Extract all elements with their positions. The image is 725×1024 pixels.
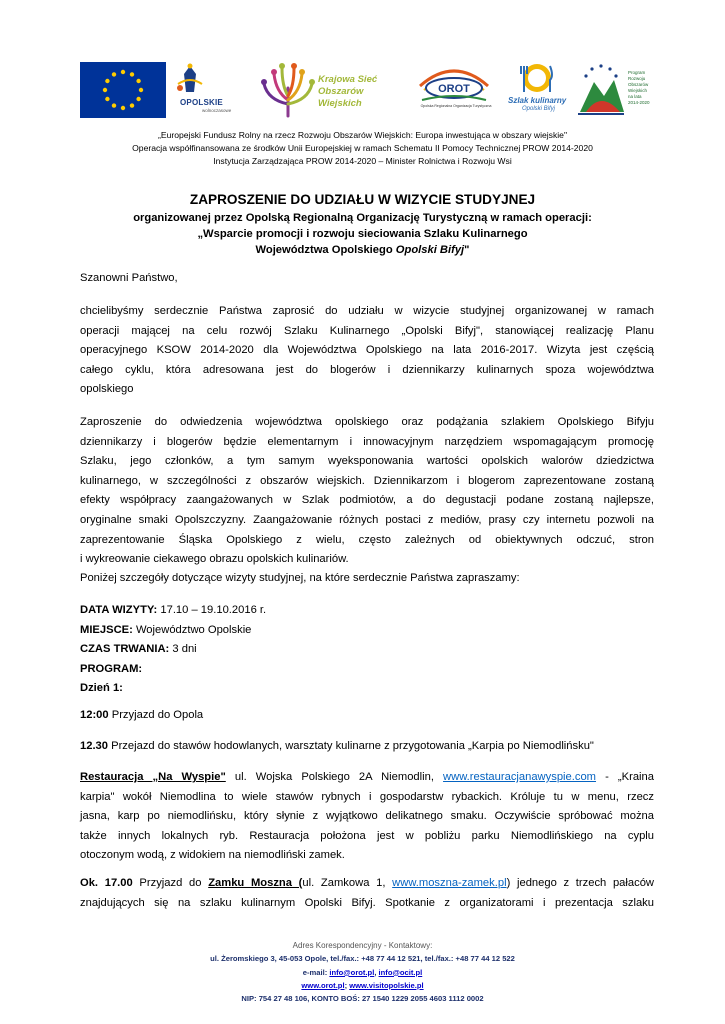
orot-caption: Opolska Regionalna Organizacja Turystyczna — [420, 104, 492, 108]
opolskie-logo — [170, 62, 240, 118]
footer-email-orot-link[interactable]: info@orot.pl — [329, 967, 375, 977]
moszna-castle-name: Zamku Moszna ( — [208, 877, 303, 889]
detail-place: MIEJSCE: Województwo Opolskie — [80, 623, 252, 636]
szlak-name: Szlak kulinarny — [508, 96, 567, 105]
paragraph-2: Zaproszenie do odwiedzenia województwa opolskiego oraz podążania szlakiem Opolskiego Bifyju dziennikarzy i blogerów będzie elementarnym i innowacyjnym narzędziem wspomagającym promocję Szlaku, jego członków, a tym samym wyeksponowania wartości opolskich walorów dziedzictwa kulinarnego, w szczególności z obszarów wiejskich. Dziennikarzom i blogerom zaprezentowane zostaną efekty współpracy zaangażowanych w Szlak podmiotów, a do degustacji podane zostaną najlepsze, oryginalne smaki Opolszczyzny. Zaangażowanie różnych postaci z mediów, prasy czy internetu pozwoli na zaprezentowanie Śląska Opolskiego z wielu, często zależnych od obiektywnych odczuć, stron i wykreowanie ciekawego obrazu opolskich kulinariów. — [80, 416, 654, 566]
footer-emails: e-mail: info@orot.pl, info@ocit.pl — [302, 967, 423, 977]
restaurant-name: Restauracja „Na Wyspie" — [80, 771, 226, 783]
restaurant-website-link[interactable]: www.restauracjanawyspie.com — [443, 771, 597, 783]
footer-websites: www.orot.pl; www.visitopolskie.pl — [301, 980, 424, 990]
paragraph-1: chcielibyśmy serdecznie Państwa zaprosić do udziału w wizycie studyjnej organizowanej w ramach operacji mającej na celu rozwój Szlaku Kulinarnego „Opolski Bifyj", stanowiącej realizację Planu operacyjnego KSOW 2014-2020 dla Województwa Opolskiego na lata 2016-2017. Wizyta jest częścią całego cyklu, która adresowana jest do blogerów i dziennikarzy kulinarnych spoza województwa opolskiego — [80, 305, 654, 396]
schedule-item-1: 12:00 Przyjazd do Opola — [80, 709, 204, 721]
footer-ids: NIP: 754 27 48 106, KONTO BOŚ: 27 1540 1229 2055 4603 1112 0002 — [241, 994, 484, 1004]
footer-web-visitopolskie-link[interactable]: www.visitopolskie.pl — [349, 980, 424, 990]
schedule-item-2: 12.30 Przejazd do stawów hodowlanych, warsztaty kulinarne z przygotowania „Karpia po Niemodlińsku" — [80, 740, 594, 752]
greeting: Szanowni Państwo, — [80, 272, 178, 284]
eu-flag-logo — [80, 62, 166, 118]
funding-line-1: „Europejski Fundusz Rolny na rzecz Rozwoju Obszarów Wiejskich: Europa inwestująca w obszary wiejskie" — [157, 130, 568, 140]
detail-duration: CZAS TRWANIA: 3 dni — [80, 643, 197, 656]
footer-web-orot-link[interactable]: www.orot.pl — [301, 980, 345, 990]
restaurant-description: Restauracja „Na Wyspie" ul. Wojska Polskiego 2A Niemodlin, www.restauracjanawyspie.com - „Kraina karpia" wokół Niemodlina to wiele stawów rybnych i gospodarstw rybackich. Króluje tu w menu, rzecz jasna, karp po niemodlińsku, który słynie z wyjątkowo delikatnego smaku. Oczywiście spróbować można także innych lokalnych ryb. Restauracja położona jest w pobliżu parku Niemodlińskiego na cyplu otoczonym wodą, z widokiem na niemodliński zamek. — [80, 771, 654, 862]
footer-address: ul. Żeromskiego 3, 45-053 Opole, tel./fax.: +48 77 44 12 521, tel./fax.: +48 77 44 12 522 — [210, 954, 515, 964]
opolskie-tagline: wolnoczasowe — [202, 108, 232, 113]
footer-title: Adres Korespondencyjny - Kontaktowy: — [292, 941, 433, 950]
moszna-website-link[interactable]: www.moszna-zamek.pl — [392, 877, 507, 889]
szlak-sub: Opolski Bifyj — [522, 106, 556, 112]
orot-logo — [414, 62, 494, 118]
document-subtitle: organizowanej przez Opolską Regionalną Organizację Turystyczną w ramach operacji: „Wsparcie promocji i rozwoju sieciowania Szlaku Kulinarnego Województwa Opolskiego Opolski Bifyj" — [133, 212, 592, 256]
visit-details — [80, 601, 654, 699]
prow-logo — [574, 62, 650, 118]
detail-day1: Dzień 1: — [80, 682, 123, 695]
ksow-name: Krajowa Sieć Obszarów Wiejskich — [318, 74, 378, 109]
ksow-logo — [258, 62, 408, 118]
detail-date: DATA WIZYTY: 17.10 – 19.10.2016 r. — [80, 604, 267, 616]
orot-name: OROT — [438, 83, 470, 95]
funding-line-2: Operacja współfinansowana ze środków Unii Europejskiej w ramach Schematu II Pomocy Technicznej PROW 2014-2020 — [132, 143, 593, 153]
funding-line-3: Instytucja Zarządzająca PROW 2014-2020 – Minister Rolnictwa i Rozwoju Wsi — [213, 156, 512, 166]
footer-email-ocit-link[interactable]: info@ocit.pl — [378, 967, 423, 977]
moszna-description: Ok. 17.00 Przyjazd do Zamku Moszna (ul. Zamkowa 1, www.moszna-zamek.pl) jednego z trzech pałaców znajdujących się na szlaku kulinarnym Opolski Bifyj. Spotkanie z organizatorami i prezentacja szlaku — [80, 877, 655, 909]
szlak-kulinarny-logo — [506, 62, 568, 118]
document-title: ZAPROSZENIE DO UDZIAŁU W WIZYCIE STUDYJNEJ — [189, 192, 536, 207]
detail-program: PROGRAM: — [80, 662, 143, 675]
opolskie-name: OPOLSKIE — [180, 98, 223, 107]
page-footer — [60, 939, 665, 1005]
prow-name: Program Rozwoju Obszarów Wiejskich na lata 2014-2020 — [628, 70, 650, 105]
funding-header — [60, 129, 665, 168]
details-intro: Poniżej szczegóły dotyczące wizyty studyjnej, na które serdecznie Państwa zapraszamy: — [80, 572, 520, 584]
logo-row — [80, 62, 650, 122]
